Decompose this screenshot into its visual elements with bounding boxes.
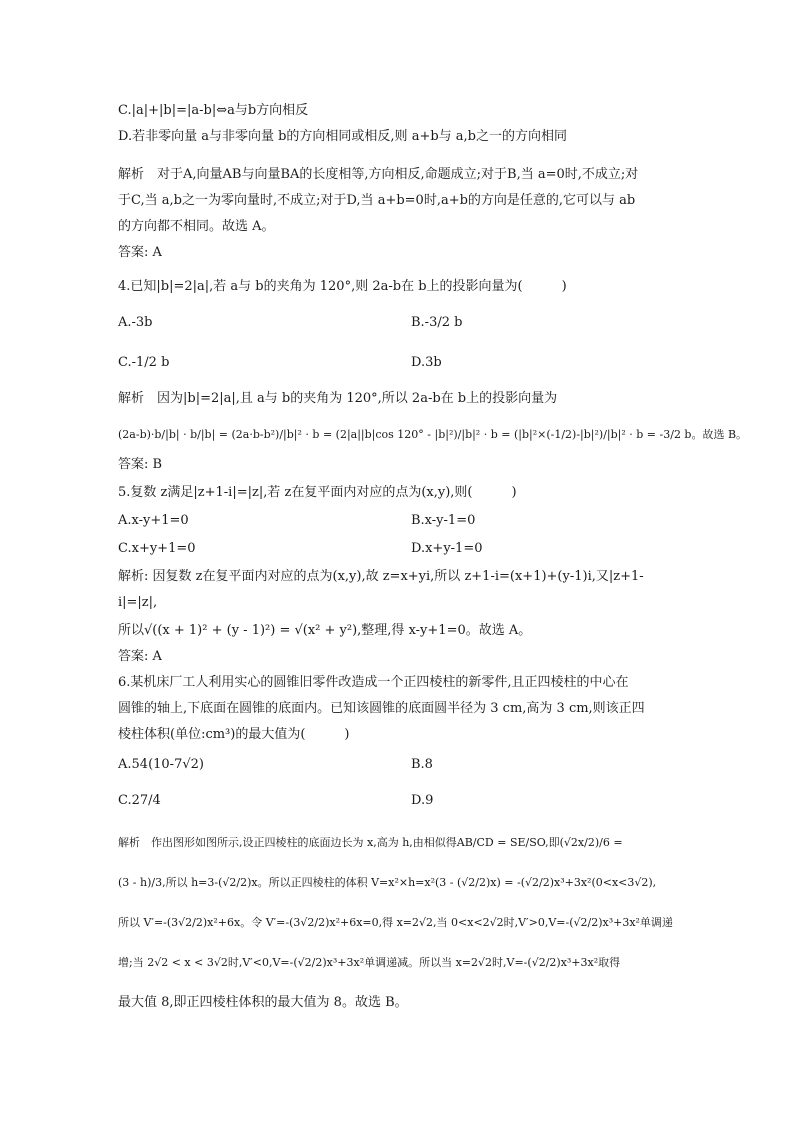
option-d-q6: D.9 (411, 793, 434, 808)
analysis-q5-line1: 解析: 因复数 z在复平面内对应的点为(x,y),故 z=x+yi,所以 z+1-i=(x+1)+(y-1)i,又|z+1- (118, 569, 644, 584)
analysis-q3-line2: 于C,当 a,b之一为零向量时,不成立;对于D,当 a+b=0时,a+b的方向是任意的,它可以与 ab (118, 193, 636, 208)
analysis-q5-line2: i|=|z|, (118, 595, 158, 610)
option-c-q5: C.x+y+1=0 (118, 541, 196, 556)
question-4: 4.已知|b|=2|a|,若 a与 b的夹角为 120°,则 2a-b在 b上的投影向量为( ) (118, 279, 567, 294)
analysis-q4-formula: (2a-b)·b/|b| · b/|b| = (2a·b-b²)/|b|² · b = (2|a||b|cos 120° - |b|²)/|b|² · b = (|b|²×(-1/2)-|b|²)/|b|² · b = -3/2 b。故选 B。 (118, 428, 748, 441)
option-b-q4: B.-3/2 b (411, 315, 463, 330)
question-6-line3: 棱柱体积(单位:cm³)的最大值为( ) (118, 727, 350, 742)
option-a-q5: A.x-y+1=0 (118, 513, 189, 528)
option-b-q5: B.x-y-1=0 (411, 513, 476, 528)
option-a-q6: A.54(10-7√2) (118, 757, 204, 772)
answer-q5: 答案: A (118, 649, 162, 664)
answer-q3: 答案: A (118, 245, 162, 260)
question-6-line1: 6.某机床厂工人利用实心的圆锥旧零件改造成一个正四棱柱的新零件,且正四棱柱的中心在 (118, 675, 629, 690)
analysis-q6-line1: 解析 作出图形如图所示,设正四棱柱的底面边长为 x,高为 h,由相似得AB/CD = SE/SO,即(√2x/2)/6 = (118, 836, 623, 849)
option-b-q6: B.8 (411, 757, 433, 772)
analysis-q3-line3: 的方向都不相同。故选 A。 (118, 219, 275, 234)
option-c-q6: C.27/4 (118, 793, 161, 808)
answer-q4: 答案: B (118, 457, 163, 472)
option-d-q4: D.3b (411, 355, 442, 370)
analysis-q5-line3: 所以√((x + 1)² + (y - 1)²) = √(x² + y²),整理,得 x-y+1=0。故选 A。 (118, 623, 532, 638)
option-c-q3: C.|a|+|b|=|a-b|⇔a与b方向相反 (118, 103, 309, 118)
analysis-q6-line4: 增;当 2√2 < x < 3√2时,V′<0,V=-(√2/2)x³+3x²单调递减。所以当 x=2√2时,V=-(√2/2)x³+3x²取得 (118, 956, 621, 969)
option-a-q4: A.-3b (118, 315, 153, 330)
option-c-q4: C.-1/2 b (118, 355, 170, 370)
option-d-q3: D.若非零向量 a与非零向量 b的方向相同或相反,则 a+b与 a,b之一的方向相同 (118, 129, 567, 144)
question-5: 5.复数 z满足|z+1-i|=|z|,若 z在复平面内对应的点为(x,y),则( ) (118, 485, 517, 500)
analysis-q6-line5: 最大值 8,即正四棱柱体积的最大值为 8。故选 B。 (118, 995, 408, 1010)
analysis-q6-line2: (3 - h)/3,所以 h=3-(√2/2)x。所以正四棱柱的体积 V=x²×h=x²(3 - (√2/2)x) = -(√2/2)x³+3x²(0<x<3√2), (118, 876, 657, 889)
analysis-q4-line1: 解析 因为|b|=2|a|,且 a与 b的夹角为 120°,所以 2a-b在 b上的投影向量为 (118, 391, 558, 406)
question-6-line2: 圆锥的轴上,下底面在圆锥的底面内。已知该圆锥的底面圆半径为 3 cm,高为 3 cm,则该正四 (118, 701, 645, 716)
option-d-q5: D.x+y-1=0 (411, 541, 483, 556)
analysis-q6-line3: 所以 V′=-(3√2/2)x²+6x。令 V′=-(3√2/2)x²+6x=0,得 x=2√2,当 0<x<2√2时,V′>0,V=-(√2/2)x³+3x²单调递 (118, 916, 673, 929)
analysis-q3-line1: 解析 对于A,向量AB与向量BA的长度相等,方向相反,命题成立;对于B,当 a=0时,不成立;对 (118, 167, 639, 182)
